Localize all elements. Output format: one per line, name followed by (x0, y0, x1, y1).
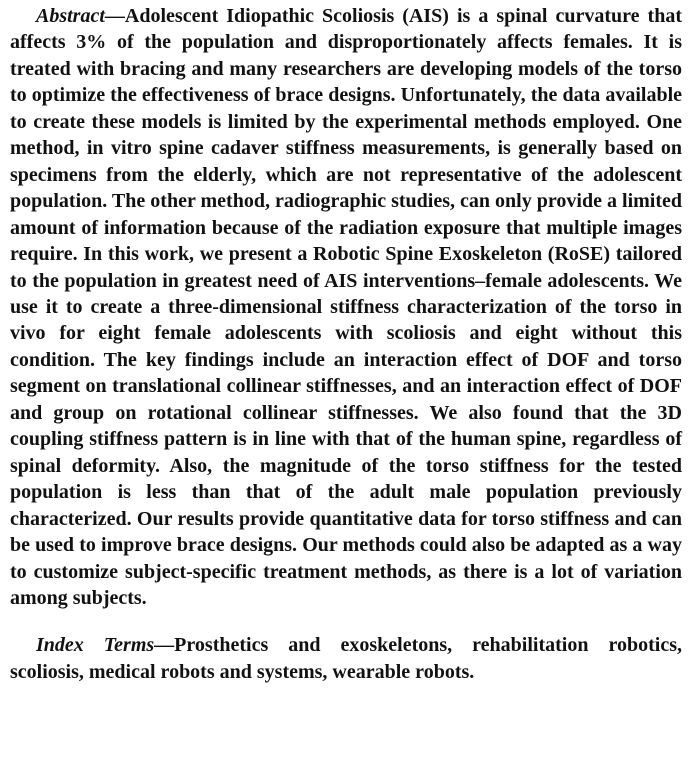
abstract-text: Adolescent Idiopathic Scoliosis (AIS) is a spinal curvature that affects 3% of the population and disproportionately affects females. It is treated with bracing and many researchers are developing models of the torso to optimize the effectiveness of brace designs. Unfortunately, the data available to create these models is limited by the experimental methods employed. One method, in vitro spine cadaver stiffness measurements, is generally based on specimens from the elderly, which are not representative of the adolescent population. The other method, radiographic studies, can only provide a limited amount of information because of the radiation exposure that multiple images require. In this work, we present a Robotic Spine Exoskeleton (RoSE) tailored to the population in greatest need of AIS interventions–female adolescents. We use it to create a three-dimensional stiffness characterization of the torso in vivo for eight female adolescents with scoliosis and eight without this condition. The key findings include an interaction effect of DOF and torso segment on translational collinear stiffnesses, and an interaction effect of DOF and group on rotational collinear stiffnesses. We also found that the 3D coupling stiffness pattern is in line with that of the human spine, regardless of spinal deformity. Also, the magnitude of the torso stiffness for the tested population is less than that of the adult male population previously characterized. Our results provide quantitative data for torso stiffness and can be used to improve brace designs. Our methods could also be adapted as a way to customize subject-specific treatment methods, as there is a lot of variation among subjects. (10, 5, 682, 609)
abstract-label: Abstract (36, 5, 105, 27)
index-terms-text: Prosthetics and exoskeletons, rehabilitation robotics, scoliosis, medical robots and systems, wearable robots. (10, 634, 682, 683)
abstract-dash: — (104, 5, 125, 27)
index-terms-paragraph (10, 632, 682, 685)
index-terms-label: Index Terms (36, 634, 155, 657)
paper-front-matter (10, 3, 682, 685)
abstract-paragraph (10, 3, 682, 611)
index-terms-dash: — (154, 634, 175, 657)
